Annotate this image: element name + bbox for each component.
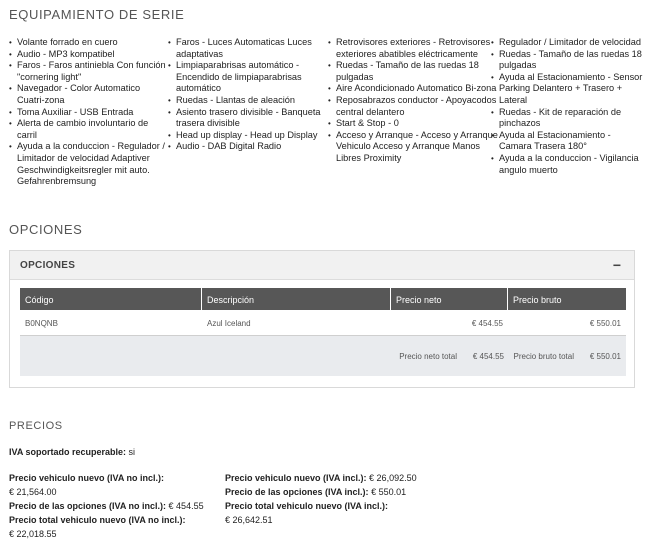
equipment-item: • Ayuda a la conduccion - Regulador / Limitador de velocidad Adaptiver Geschwindigkeitsregler mit auto. Gefahrenbremsung	[9, 141, 169, 187]
equipment-item: • Ayuda al Estacionamiento - Sensor Parking Delantero + Trasero + Lateral	[491, 72, 645, 107]
options-section-title: OPCIONES	[9, 222, 83, 237]
equipment-list	[9, 37, 645, 188]
column-header-code[interactable]: Código	[20, 288, 202, 310]
options-price-incl-value: € 550.01	[371, 487, 407, 497]
vehicle-price-excl-value: € 21,564.00	[9, 487, 57, 497]
prices-section-title: PRECIOS	[9, 420, 63, 432]
equipment-item: • Volante forrado en cuero	[9, 37, 169, 49]
option-net-price: € 454.55	[471, 319, 503, 328]
equipment-item: • Acceso y Arranque - Acceso y Arranque Vehiculo Acceso y Arranque Manos Libres Proximity	[328, 130, 498, 165]
option-code: B0NQNB	[25, 319, 58, 328]
column-header-net-price[interactable]: Precio neto	[391, 288, 508, 310]
option-description: Azul Iceland	[207, 319, 251, 328]
options-panel-header[interactable]	[10, 251, 634, 280]
equipment-item: • Faros - Faros antiniebla Con función "cornering light"	[9, 60, 169, 83]
vehicle-price-incl-value: € 26,092.50	[369, 473, 417, 483]
equipment-item: • Audio - MP3 kompatibel	[9, 49, 169, 61]
equipment-item: • Regulador / Limitador de velocidad	[491, 37, 645, 49]
iva-value: si	[128, 447, 136, 457]
total-price-excl-label: Precio total vehiculo nuevo (IVA no incl.):	[9, 515, 186, 525]
total-price-incl-value: € 26,642.51	[225, 515, 273, 525]
net-total-value: € 454.55	[472, 351, 504, 361]
table-totals-row	[20, 336, 626, 376]
equipment-item: • Ayuda a la conduccion - Vigilancia angulo muerto	[491, 153, 645, 176]
column-header-description[interactable]: Descripción	[202, 288, 391, 310]
options-table	[20, 288, 626, 376]
vehicle-price-excl-label: Precio vehiculo nuevo (IVA no incl.):	[9, 473, 165, 483]
equipment-item: • Head up display - Head up Display	[168, 130, 328, 142]
equipment-item: • Alerta de cambio involuntario de carril	[9, 118, 169, 141]
equipment-item: • Toma Auxiliar - USB Entrada	[9, 107, 169, 119]
column-header-gross-price[interactable]: Precio bruto	[513, 295, 562, 305]
equipment-item: • Start & Stop - 0	[328, 118, 498, 130]
table-row	[20, 310, 626, 336]
option-gross-price: € 550.01	[589, 319, 621, 328]
prices-incl-vat	[225, 471, 485, 527]
equipment-item: • Ayuda al Estacionamiento - Camara Trasera 180°	[491, 130, 645, 153]
options-price-incl-label: Precio de las opciones (IVA incl.):	[225, 487, 369, 497]
options-price-excl-value: € 454.55	[168, 501, 204, 511]
equipment-column-1	[9, 37, 169, 188]
equipment-column-4	[491, 37, 645, 176]
equipment-item: • Reposabrazos conductor - Apoyacodos central delantero	[328, 95, 498, 118]
iva-label: IVA soportado recuperable:	[9, 447, 127, 457]
equipment-item: • Navegador - Color Automatico Cuatri-zona	[9, 83, 169, 106]
equipment-item: • Aire Acondicionado Automatico Bi-zona	[328, 83, 498, 95]
equipment-item: • Retrovisores exteriores - Retrovisores exteriores abatibles eléctricamente	[328, 37, 498, 60]
equipment-item: • Ruedas - Llantas de aleación	[168, 95, 328, 107]
options-price-excl-label: Precio de las opciones (IVA no incl.):	[9, 501, 167, 511]
equipment-section-title: EQUIPAMIENTO DE SERIE	[9, 7, 185, 22]
gross-total-label: Precio bruto total	[513, 351, 574, 361]
options-panel-title: OPCIONES	[20, 259, 76, 271]
net-total-label: Precio neto total	[399, 351, 457, 361]
equipment-item: • Asiento trasero divisible - Banqueta trasera divisible	[168, 107, 328, 130]
gross-total-value: € 550.01	[589, 351, 621, 361]
equipment-column-3	[328, 37, 498, 165]
equipment-item: • Ruedas - Kit de reparación de pinchazos	[491, 107, 645, 130]
equipment-item: • Faros - Luces Automaticas Luces adaptativas	[168, 37, 328, 60]
equipment-item: • Ruedas - Tamaño de las ruedas 18 pulgadas	[491, 49, 645, 72]
table-header	[20, 288, 626, 310]
prices-excl-vat	[9, 471, 224, 541]
options-panel	[9, 250, 635, 388]
iva-line	[9, 445, 135, 459]
equipment-column-2	[168, 37, 328, 153]
vehicle-price-incl-label: Precio vehiculo nuevo (IVA incl.):	[225, 473, 367, 483]
equipment-item: • Audio - DAB Digital Radio	[168, 141, 328, 153]
total-price-incl-label: Precio total vehiculo nuevo (IVA incl.):	[225, 501, 389, 511]
collapse-button[interactable]: −	[612, 257, 622, 273]
equipment-item: • Limpiaparabrisas automático - Encendido de limpiaparabrisas automático	[168, 60, 328, 95]
total-price-excl-value: € 22,018.55	[9, 529, 57, 539]
equipment-item: • Ruedas - Tamaño de las ruedas 18 pulgadas	[328, 60, 498, 83]
